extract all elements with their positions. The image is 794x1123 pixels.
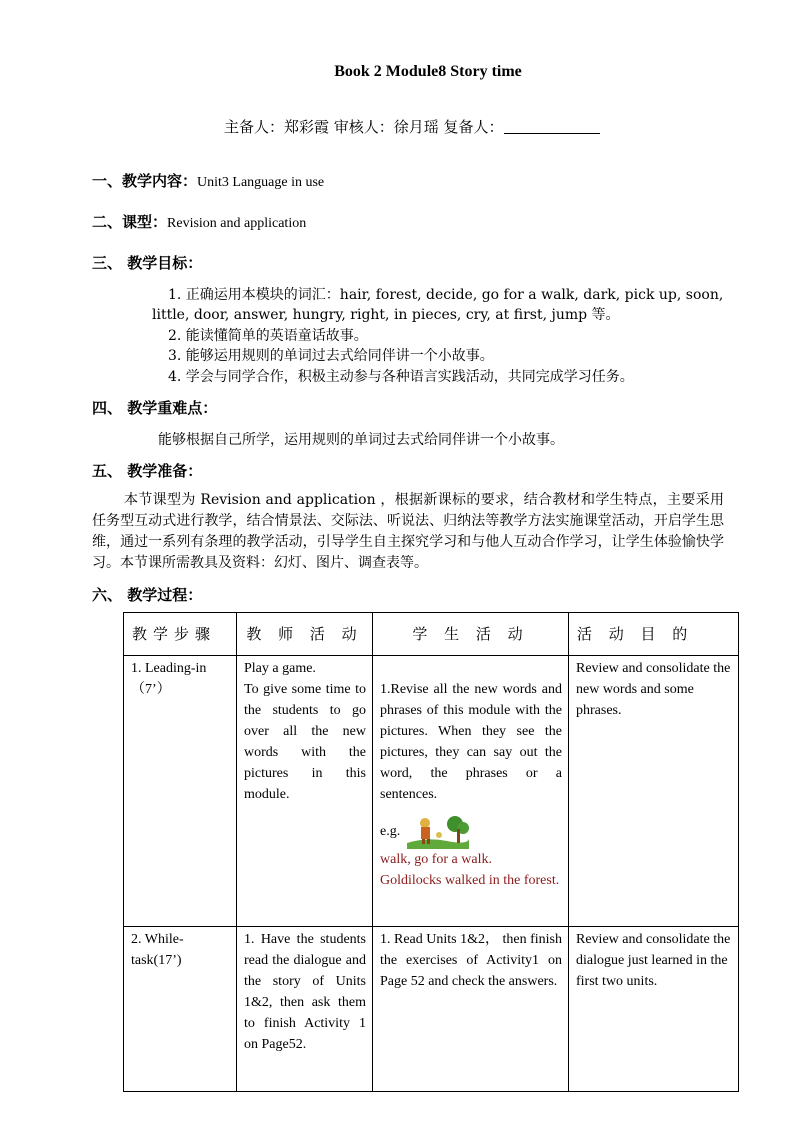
teacher-activity-text: 1. Have the students read the dialogue and the story of Units 1&2, then ask them to finish Activity 1 on Page52. (244, 932, 366, 1052)
objective-line-4: 4. 学会与同学合作，积极主动参与各种语言实践活动，共同完成学习任务。 (168, 369, 634, 385)
section-label: 三、 教学目标： (92, 254, 203, 272)
eg-label: e.g. (380, 824, 401, 840)
objective-line-3: 3. 能够运用规则的单词过去式给同伴讲一个小故事。 (168, 348, 494, 364)
table-row (124, 656, 739, 927)
step-text: 1. Leading-in （7’） (131, 661, 207, 697)
header-purpose: 活 动 目 的 (569, 613, 739, 656)
header-teacher: 教 师 活 动 (237, 613, 373, 656)
document-title: Book 2 Module8 Story time (334, 63, 522, 80)
teaching-process-table (123, 612, 739, 1092)
goldilocks-forest-picture (407, 815, 469, 849)
purpose-text: Review and consolidate the new words and some phrases. (576, 661, 731, 718)
section-preparation (92, 460, 202, 481)
section-process (92, 584, 202, 605)
example-line (373, 805, 568, 849)
purpose-cell (569, 656, 739, 927)
teacher-activity-title: Play a game. (244, 661, 316, 676)
objective-line-1-cont: little, door, answer, hungry, right, in pieces, cry, at first, jump 等。 (152, 307, 620, 323)
objective-line-1: 1. 正确运用本模块的词汇：hair, forest, decide, go for a walk, dark, pick up, soon, (168, 287, 724, 303)
preparers-line (224, 116, 600, 137)
step-cell (124, 927, 237, 1092)
student-cell (373, 656, 569, 927)
section-label: 六、 教学过程： (92, 586, 203, 604)
section-label: 一、教学内容： (92, 172, 198, 190)
section-value: Revision and application (167, 216, 307, 231)
purpose-cell (569, 927, 739, 1092)
teacher-cell (237, 927, 373, 1092)
step-text: 2. While-task(17’) (131, 932, 184, 968)
teacher-activity-text: To give some time to the students to go over all the new words with the pictures in this module. (244, 682, 366, 802)
section-lesson-type (92, 211, 306, 232)
section-label: 四、 教学重难点： (92, 399, 218, 417)
section-label: 二、课型： (92, 213, 168, 231)
section-teaching-content (92, 170, 324, 191)
key-point-text: 能够根据自己所学，运用规则的单词过去式给同伴讲一个小故事。 (158, 432, 564, 448)
objective-line-2: 2. 能读懂简单的英语童话故事。 (168, 328, 368, 344)
step-cell (124, 656, 237, 927)
header-student: 学 生 活 动 (373, 613, 569, 656)
student-cell (373, 927, 569, 1092)
example-2: Goldilocks walked in the forest. (380, 873, 560, 888)
section-value: Unit3 Language in use (197, 175, 325, 190)
co-preparer-blank (504, 119, 600, 134)
section-label: 五、 教学准备： (92, 462, 203, 480)
teacher-cell (237, 656, 373, 927)
example-1: walk, go for a walk. (380, 852, 492, 867)
section-objectives (92, 252, 202, 273)
purpose-text: Review and consolidate the dialogue just learned in the first two units. (576, 932, 731, 989)
student-activity-text: 1.Revise all the new words and phrases of this module with the pictures. When they see the pictures, they can say out the word, the phrases or a sentences. (380, 682, 562, 802)
preparers-text: 主备人：郑彩霞 审核人：徐月瑶 复备人： (224, 118, 504, 136)
preparation-paragraph: 本节课型为 Revision and application ，根据新课标的要求，结合教材和学生特点，主要采用任务型互动式进行教学，结合情景法、交际法、听说法、归纳法等教学方法实施课堂活动，开启学生思维，通过一系列有条理的教学活动，引导学生自主探究学习和与他人互动合作学习，让学生体验愉快学习。本节课所需教具及资料：幻灯、图片、调查表等。 (92, 492, 724, 571)
section-key-points (92, 397, 217, 418)
header-step: 教学步骤 (124, 613, 237, 656)
table-header-row (124, 613, 739, 656)
table-row (124, 927, 739, 1092)
student-activity-text: 1. Read Units 1&2， then finish the exercises of Activity1 on Page 52 and check the answers. (380, 932, 562, 989)
